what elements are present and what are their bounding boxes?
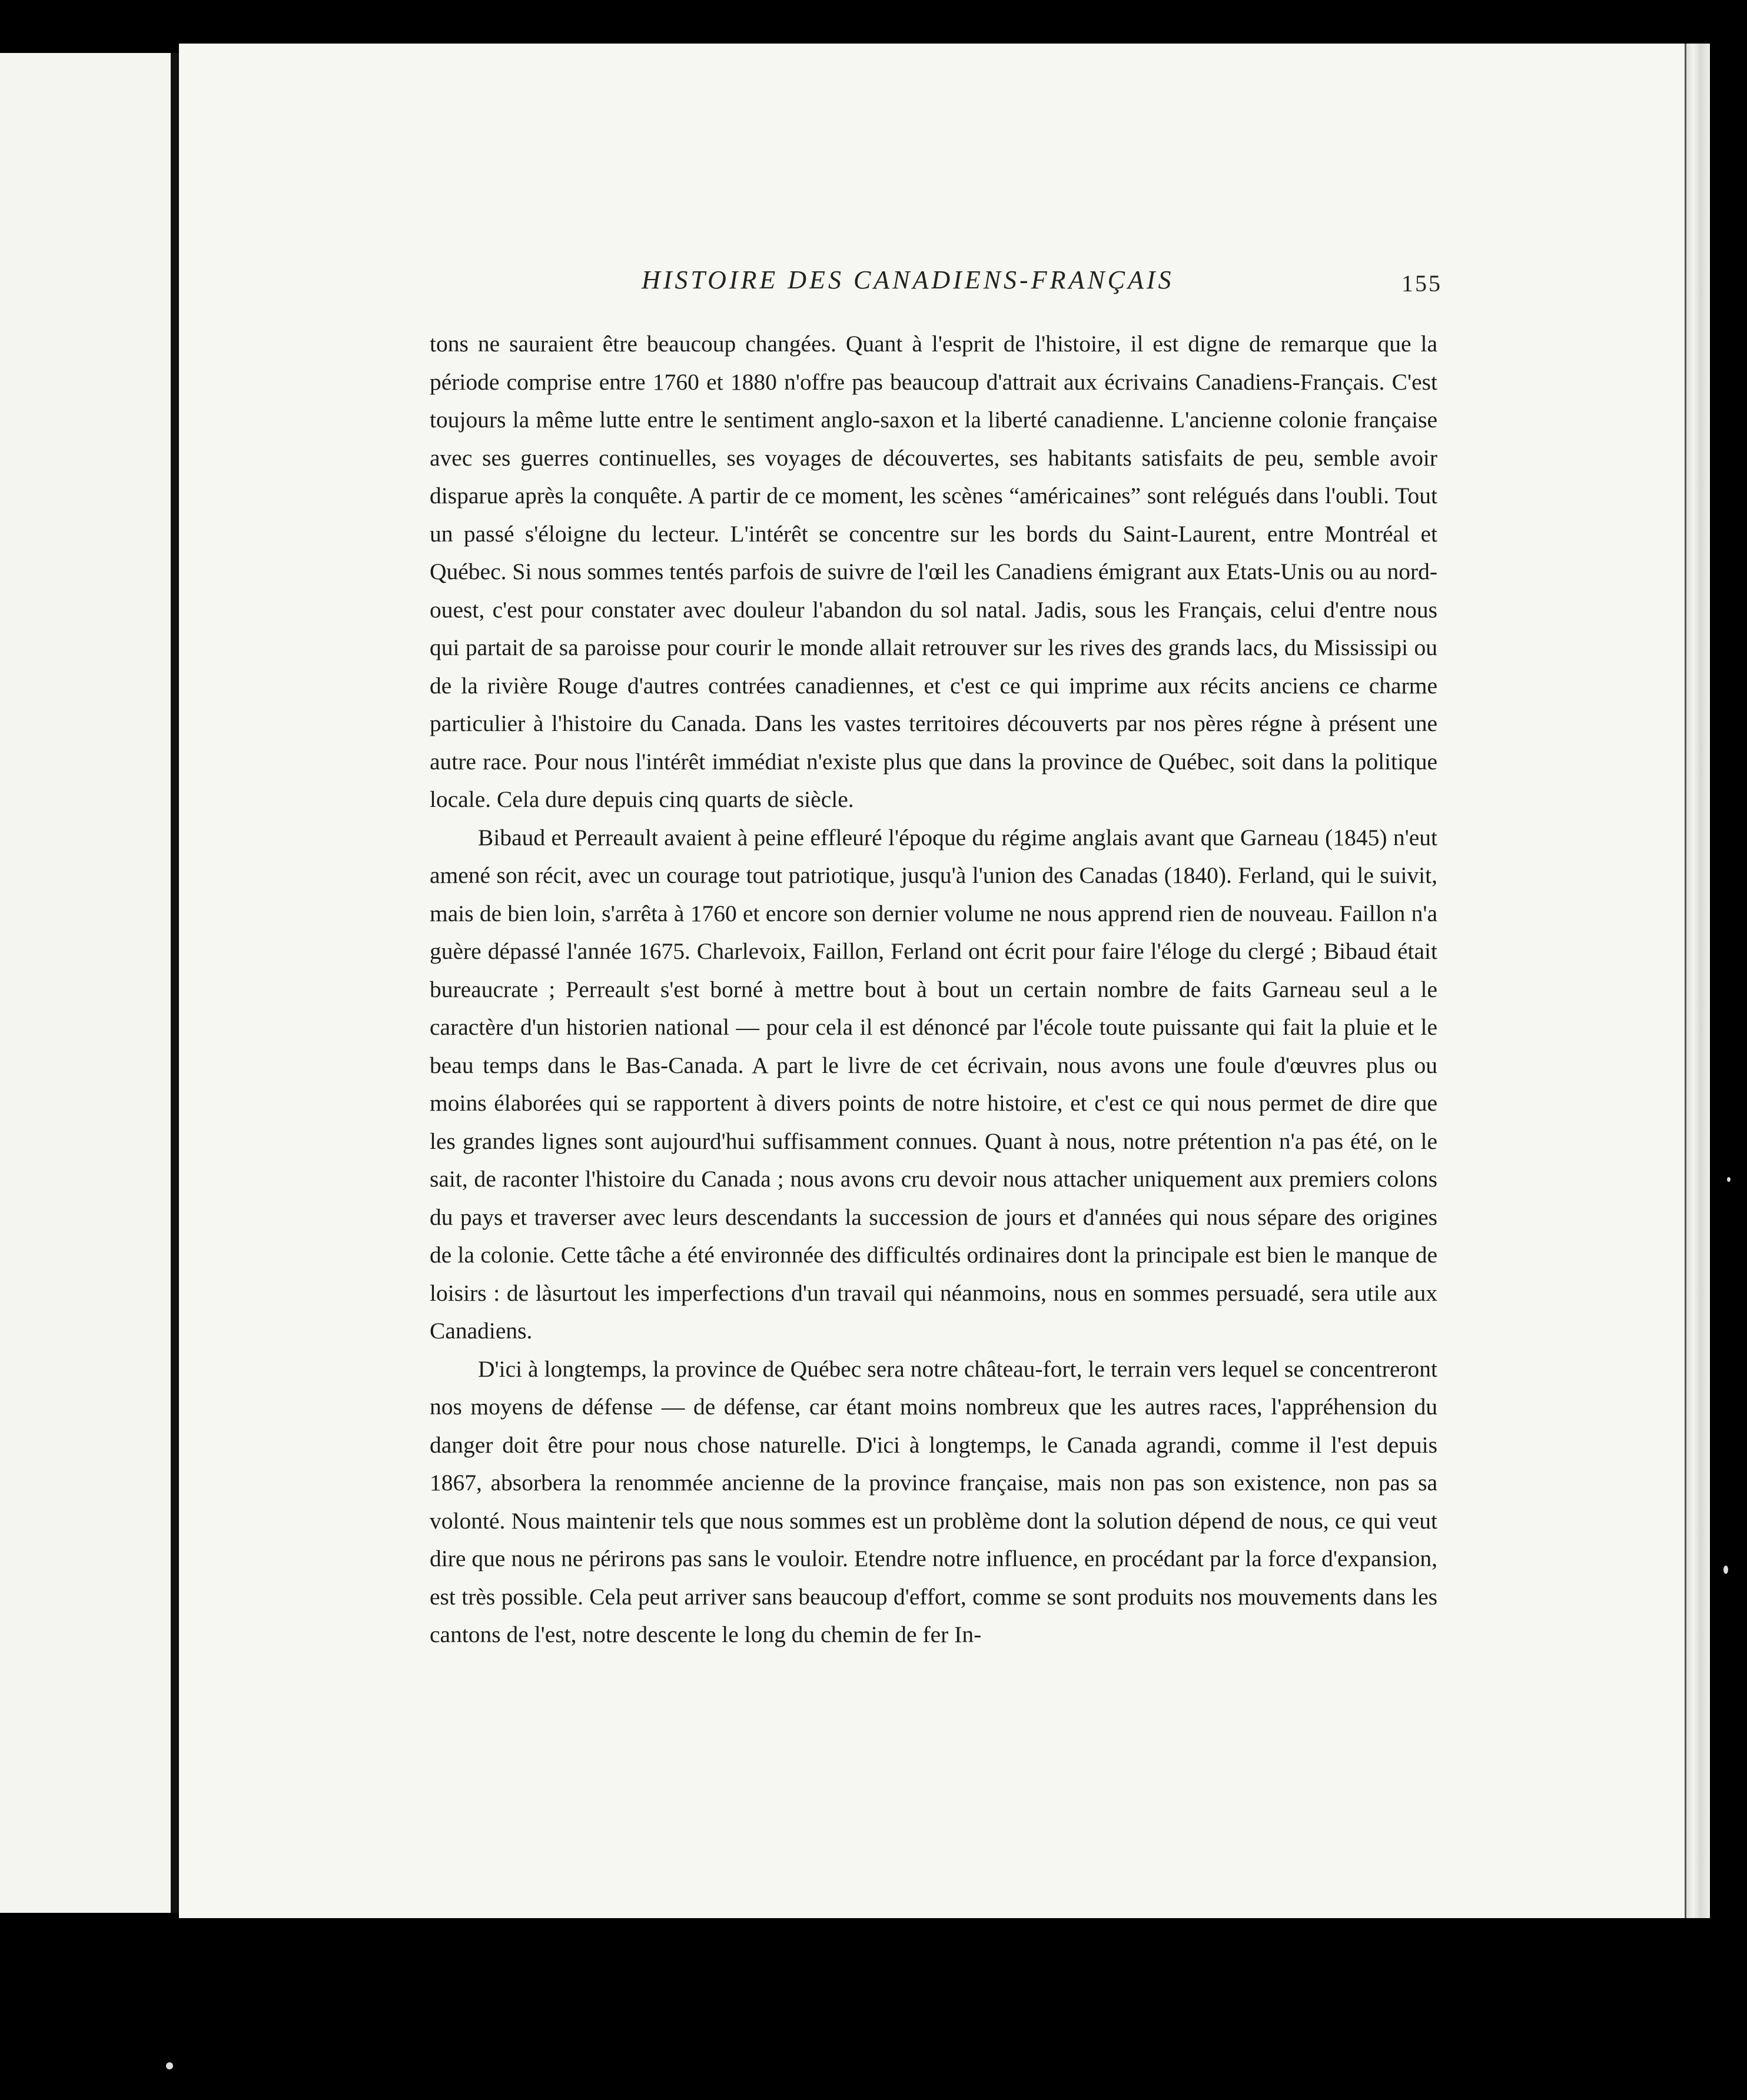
- running-title: HISTOIRE DES CANADIENS-FRANÇAIS: [642, 265, 1174, 294]
- body-text: [430, 325, 1437, 1654]
- scan-speck: [166, 2062, 173, 2069]
- paragraph-3: D'ici à longtemps, la province de Québec sera notre château-fort, le terrain vers lequel se concentreront nos moyens de défense — de défense, car étant moins nombreux que les autres races, l'appréhension du danger doit être pour nous chose naturelle. D'ici à longtemps, le Canada agrandi, comme il l'est depuis 1867, absorbera la renommée ancienne de la province française, mais non pas son existence, non pas sa volonté. Nous maintenir tels que nous sommes est un problème dont la solution dépend de nous, ce qui veut dire que nous ne périrons pas sans le vouloir. Etendre notre influence, en procédant par la force d'expansion, est très possible. Cela peut arriver sans beaucoup d'effort, comme se sont produits nos mouvements dans les cantons de l'est, notre descente le long du chemin de fer In-: [430, 1355, 1437, 1647]
- left-page-fragment: [0, 53, 172, 1913]
- book-gutter: [171, 53, 179, 1913]
- page-header: [642, 265, 1442, 306]
- page-number: 155: [1401, 270, 1442, 297]
- paragraph-2: Bibaud et Perreault avaient à peine effleuré l'époque du régime anglais avant que Garneau (1845) n'eut amené son récit, avec un courage tout patriotique, jusqu'à l'union des Canadas (1840). Ferland, qui le suivit, mais de bien loin, s'arrêta à 1760 et encore son dernier volume ne nous apprend rien de nouveau. Faillon n'a guère dépassé l'année 1675. Charlevoix, Faillon, Ferland ont écrit pour faire l'éloge du clergé ; Bibaud était bureaucrate ; Perreault s'est borné à mettre bout à bout un certain nombre de faits Garneau seul a le caractère d'un historien national — pour cela il est dénoncé par l'école toute puissante qui fait la pluie et le beau temps dans le Bas-Canada. A part le livre de cet écrivain, nous avons une foule d'œuvres plus ou moins élaborées qui se rapportent à divers points de notre histoire, et c'est ce qui nous permet de dire que les grandes lignes sont aujourd'hui suffisamment connues. Quant à nous, notre prétention n'a pas été, on le sait, de raconter l'histoire du Canada ; nous avons cru devoir nous attacher uniquement aux premiers colons du pays et traverser avec leurs descendants la succession de jours et d'années qui nous sépare des origines de la colonie. Cette tâche a été environnée des difficultés ordinaires dont la principale est bien le manque de loisirs : de làsurtout les imperfections d'un travail qui néanmoins, nous en sommes persuadé, sera utile aux Canadiens.: [430, 824, 1437, 1344]
- page-stack-edge: [1685, 44, 1710, 1918]
- scan-speck: [1723, 1566, 1728, 1574]
- scan-speck: [1727, 1177, 1731, 1182]
- paragraph-1: tons ne sauraient être beaucoup changées. Quant à l'esprit de l'histoire, il est digne de remarque que la période comprise entre 1760 et 1880 n'offre pas beaucoup d'attrait aux écrivains Canadiens-Français. C'est toujours la même lutte entre le sentiment anglo-saxon et la liberté canadienne. L'ancienne colonie française avec ses guerres continuelles, ses voyages de découvertes, ses habitants satisfaits de peu, semble avoir disparue après la conquête. A partir de ce moment, les scènes “américaines” sont relégués dans l'oubli. Tout un passé s'éloigne du lecteur. L'intérêt se concentre sur les bords du Saint-Laurent, entre Montréal et Québec. Si nous sommes tentés parfois de suivre de l'œil les Canadiens émigrant aux Etats-Unis ou au nord-ouest, c'est pour constater avec douleur l'abandon du sol natal. Jadis, sous les Français, celui d'entre nous qui partait de sa paroisse pour courir le monde allait retrouver sur les rives des grands lacs, du Mississipi ou de la rivière Rouge d'autres contrées canadiennes, et c'est ce qui imprime aux récits anciens ce charme particulier à l'histoire du Canada. Dans les vastes territoires découverts par nos pères régne à présent une autre race. Pour nous l'intérêt immédiat n'existe plus que dans la province de Québec, soit dans la politique locale. Cela dure depuis cinq quarts de siècle.: [430, 331, 1437, 812]
- scan-speck: [1716, 1987, 1721, 1993]
